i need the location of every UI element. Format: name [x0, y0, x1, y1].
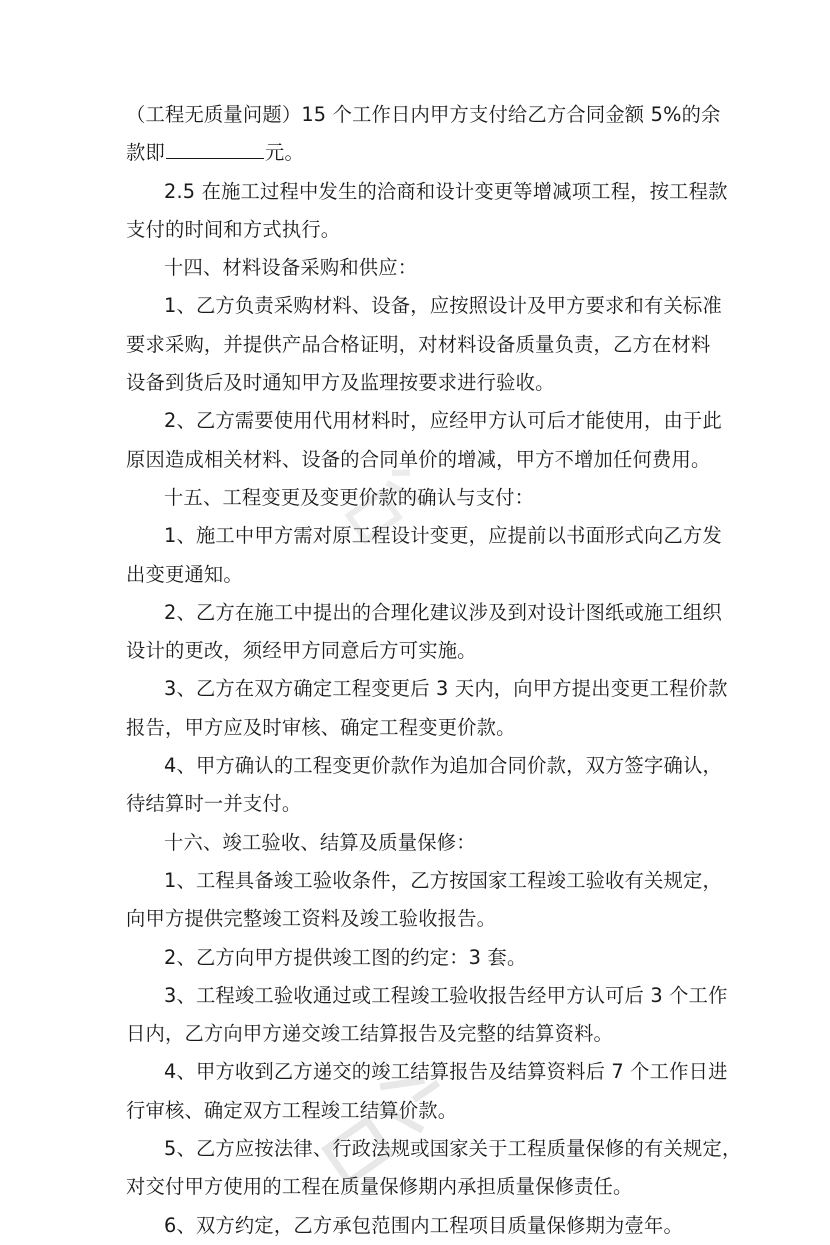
section-heading: 十四、材料设备采购和供应： [164, 256, 418, 280]
fill-in-blank [166, 142, 264, 159]
text-line: 向甲方提供完整竣工资料及竣工验收报告。 [126, 907, 497, 931]
section-heading: 十六、竣工验收、结算及质量保修： [164, 830, 476, 854]
text-line: 1、乙方负责采购材料、设备，应按照设计及甲方要求和有关标准 [164, 294, 722, 318]
text-line: 6、双方约定，乙方承包范围内工程项目质量保修期为壹年。 [164, 1213, 683, 1237]
text-line: 1、工程具备竣工验收条件，乙方按国家工程竣工验收有关规定， [164, 868, 722, 892]
contract-text [126, 96, 742, 1245]
text-line: 2、乙方在施工中提出的合理化建议涉及到对设计图纸或施工组织 [164, 600, 722, 624]
text-line: 要求采购，并提供产品合格证明，对材料设备质量负责，乙方在材料 [126, 332, 711, 356]
text-line: 设备到货后及时通知甲方及监理按要求进行验收。 [126, 371, 555, 395]
text-line: 4、甲方收到乙方递交的竣工结算报告及结算资料后 7 个工作日进 [164, 1060, 728, 1084]
text-line: 3、乙方在双方确定工程变更后 3 天内，向甲方提出变更工程价款 [164, 677, 728, 701]
text-line: 对交付甲方使用的工程在质量保修期内承担质量保修责任。 [126, 1175, 633, 1199]
text-line: （工程无质量问题）15 个工作日内甲方支付给乙方合同金额 5%的余 [126, 103, 721, 126]
text-fragment: 款即 [126, 141, 165, 165]
text-line: 4、甲方确认的工程变更价款作为追加合同价款，双方签字确认， [164, 754, 722, 778]
section-heading: 十五、工程变更及变更价款的确认与支付： [164, 485, 535, 509]
text-line: 设计的更改，须经甲方同意后方可实施。 [126, 639, 477, 663]
text-line: 2、乙方需要使用代用材料时，应经甲方认可后才能使用，由于此 [164, 409, 722, 433]
text-line: 2、乙方向甲方提供竣工图的约定：3 套。 [164, 945, 527, 969]
text-line: 原因造成相关材料、设备的合同单价的增减，甲方不增加任何费用。 [126, 447, 711, 471]
text-line: 3、工程竣工验收通过或工程竣工验收报告经甲方认可后 3 个工作 [164, 983, 728, 1007]
text-line: 支付的时间和方式执行。 [126, 217, 341, 241]
text-line: 出变更通知。 [126, 562, 243, 586]
text-line: 待结算时一并支付。 [126, 792, 302, 816]
text-line: 报告，甲方应及时审核、确定工程变更价款。 [126, 715, 516, 739]
text-line: 5、乙方应按法律、行政法规或国家关于工程质量保修的有关规定， [164, 1137, 742, 1161]
text-line-with-blank [126, 134, 716, 172]
text-line: 日内，乙方向甲方递交竣工结算报告及完整的结算资料。 [126, 1022, 614, 1046]
text-line: 2.5 在施工过程中发生的洽商和设计变更等增减项工程，按工程款 [164, 179, 728, 203]
text-fragment: 元。 [264, 141, 304, 165]
text-line: 1、施工中甲方需对原工程设计变更，应提前以书面形式向乙方发 [164, 524, 722, 548]
text-line: 行审核、确定双方工程竣工结算价款。 [126, 1098, 458, 1122]
